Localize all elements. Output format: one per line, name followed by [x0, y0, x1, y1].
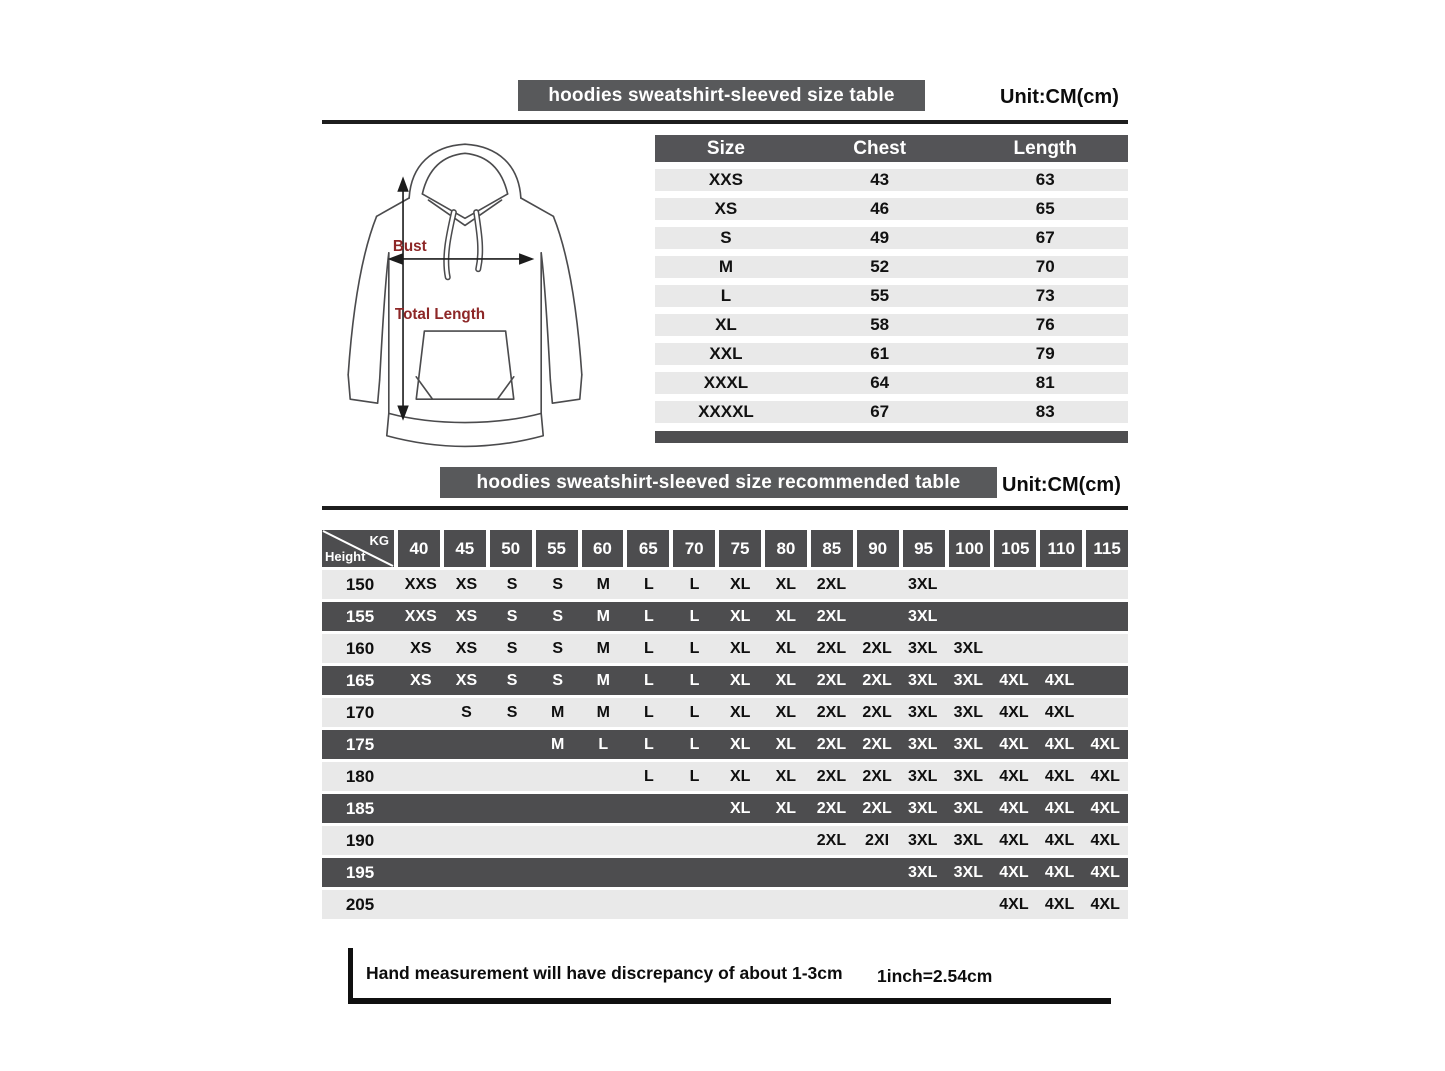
recommended-size-cell: S [552, 671, 564, 689]
recommended-size-cell: XS [455, 575, 478, 593]
recommended-size-cell: L [689, 767, 700, 785]
size-table-cell: L [720, 286, 732, 305]
matrix-body [322, 570, 1128, 919]
recommended-size-cell: 4XL [1044, 799, 1075, 817]
recommended-size-cell: S [506, 671, 518, 689]
recommended-size-cell: S [552, 575, 564, 593]
size-table-title-bar [518, 80, 925, 111]
size-table-cell: 63 [1035, 170, 1055, 189]
weight-column-header: 40 [398, 530, 440, 567]
height-label: 170 [345, 702, 375, 722]
recommended-size-cell: 3XL [953, 671, 983, 689]
recommended-size-cell: XL [775, 735, 797, 753]
height-label: 180 [345, 766, 375, 786]
recommended-size-cell: 2XL [816, 831, 847, 849]
recommended-size-cell: 4XL [1044, 831, 1075, 849]
recommended-size-cell: 2XL [816, 575, 847, 593]
footer-underline-bar [348, 998, 1111, 1004]
size-table [655, 135, 1128, 443]
recommended-size-cell: XL [775, 671, 797, 689]
bust-label: Bust [392, 237, 427, 255]
weight-column-header: 95 [903, 530, 945, 567]
divider-line-middle [322, 506, 1128, 510]
recommended-size-cell: 2XL [862, 703, 892, 721]
weight-column-header: 80 [765, 530, 807, 567]
recommended-size-cell: 2XL [816, 767, 847, 785]
recommended-size-cell: 2XL [816, 735, 847, 753]
recommended-size-cell: 4XL [1044, 767, 1075, 785]
height-label: 185 [345, 798, 375, 818]
corner-kg-label: KG [369, 533, 389, 548]
recommended-size-cell: 4XL [999, 863, 1029, 881]
recommended-size-cell: XL [775, 575, 797, 593]
recommended-size-cell: 2XL [816, 799, 847, 817]
recommended-size-cell: 4XL [999, 767, 1029, 785]
recommended-size-cell: L [689, 735, 700, 753]
height-label: 205 [345, 894, 375, 914]
size-table-row [655, 372, 1128, 394]
recommended-size-cell: 4XL [999, 735, 1029, 753]
size-table-cell: 64 [870, 373, 890, 392]
recommended-size-cell: 4XL [999, 703, 1029, 721]
recommended-size-cell: XL [729, 703, 751, 721]
column-header-chest: Chest [853, 137, 907, 159]
recommended-size-cell: L [689, 575, 700, 593]
recommended-size-cell: L [689, 671, 700, 689]
size-table-cell: XXXXL [698, 402, 754, 421]
size-table-cell: 67 [870, 402, 890, 421]
recommended-size-cell: S [552, 639, 564, 657]
total-length-label: Total Length [394, 305, 486, 323]
weight-column-header: 90 [857, 530, 899, 567]
size-table-cell: 76 [1035, 315, 1055, 334]
recommended-size-cell: 4XL [1090, 895, 1120, 913]
recommended-size-cell: S [552, 607, 564, 625]
recommended-size-cell: S [506, 575, 518, 593]
recommended-size-cell: M [551, 703, 565, 721]
recommended-size-cell: 2XL [816, 607, 847, 625]
matrix-row [322, 602, 1128, 631]
matrix-row [322, 858, 1128, 887]
recommended-size-cell: M [551, 735, 565, 753]
recommended-size-cell: 4XL [1044, 703, 1075, 721]
inch-conversion-note: 1inch=2.54cm [877, 966, 993, 986]
matrix-row [322, 698, 1128, 727]
recommended-size-cell: 4XL [1090, 799, 1120, 817]
weight-column-header: 50 [490, 530, 532, 567]
size-table-cell: XS [714, 199, 738, 218]
measurement-discrepancy-note: Hand measurement will have discrepancy of about 1-3cm [366, 963, 843, 983]
size-table-row [655, 343, 1128, 365]
footer-accent-vertical-bar [348, 948, 353, 1004]
corner-height-label: Height [325, 549, 366, 564]
recommended-size-cell: L [644, 607, 654, 625]
height-label: 155 [345, 606, 375, 626]
size-table-cell: 65 [1035, 199, 1055, 218]
size-table-row [655, 285, 1128, 307]
recommended-size-cell: 3XL [908, 639, 938, 657]
matrix-header-row [322, 530, 1128, 567]
recommended-size-cell: XS [410, 639, 432, 657]
recommended-size-cell: XL [729, 671, 751, 689]
recommended-size-cell: 3XL [908, 703, 938, 721]
recommended-size-cell: M [596, 671, 610, 689]
recommended-size-cell: 4XL [999, 831, 1029, 849]
recommended-size-cell: 2XL [816, 671, 847, 689]
recommended-size-cell: L [689, 607, 700, 625]
size-table-unit-label: Unit:CM(cm) [1000, 86, 1119, 108]
height-label: 195 [345, 862, 375, 882]
recommended-size-cell: 2XI [865, 831, 890, 849]
recommended-table-title-bar [440, 467, 997, 498]
recommended-size-cell: XS [455, 671, 478, 689]
size-table-cell: 83 [1035, 402, 1055, 421]
size-table-row [655, 256, 1128, 278]
height-label: 160 [345, 638, 375, 658]
hood-inner-line [422, 153, 507, 194]
weight-column-header: 85 [811, 530, 853, 567]
column-header-length: Length [1013, 137, 1077, 159]
size-table-cell: M [718, 257, 734, 276]
size-table-cell: XXS [708, 170, 743, 189]
recommended-size-cell: L [644, 671, 654, 689]
recommended-size-cell: 3XL [953, 703, 983, 721]
recommended-size-cell: 2XL [862, 671, 892, 689]
recommended-size-cell: 2XL [862, 767, 892, 785]
recommended-size-cell: M [596, 703, 610, 721]
recommended-size-cell: 3XL [953, 735, 983, 753]
divider-line-top [322, 120, 1128, 124]
recommended-size-cell: XL [775, 703, 797, 721]
size-table-cell: XL [715, 315, 737, 334]
recommended-size-cell: L [689, 703, 700, 721]
weight-column-header: 110 [1040, 530, 1082, 567]
size-table-cell: XXL [709, 344, 743, 363]
recommended-size-cell: 4XL [1090, 831, 1120, 849]
recommended-size-cell: XL [775, 799, 797, 817]
recommended-size-cell: XL [729, 607, 751, 625]
matrix-row [322, 666, 1128, 695]
recommended-size-cell: 4XL [1044, 895, 1075, 913]
recommended-size-cell: XL [775, 639, 797, 657]
recommended-size-cell: 4XL [1044, 671, 1075, 689]
recommended-size-cell: 4XL [999, 895, 1029, 913]
recommended-size-cell: L [598, 735, 609, 753]
recommended-size-cell: XXS [404, 607, 437, 625]
size-table-body [655, 169, 1128, 423]
recommended-size-cell: XS [455, 607, 478, 625]
recommended-size-cell: L [644, 767, 654, 785]
size-table-cell: 58 [870, 315, 890, 334]
size-table-title: hoodies sweatshirt-sleeved size table [548, 84, 895, 106]
recommended-size-cell: 4XL [999, 671, 1029, 689]
weight-column-header: 100 [949, 530, 991, 567]
hood-outline [409, 144, 521, 198]
recommended-size-cell: XL [775, 607, 797, 625]
weight-column-header: 55 [536, 530, 578, 567]
size-table-header [655, 135, 1128, 162]
matrix-row [322, 826, 1128, 855]
size-table-row [655, 314, 1128, 336]
height-label: 165 [345, 670, 375, 690]
matrix-row [322, 794, 1128, 823]
size-table-row [655, 401, 1128, 423]
recommended-size-cell: 4XL [1044, 863, 1075, 881]
recommended-size-cell: 3XL [953, 863, 983, 881]
recommended-size-cell: 2XL [816, 639, 847, 657]
size-table-cell: 81 [1035, 373, 1055, 392]
recommended-size-cell: 3XL [908, 767, 938, 785]
size-table-row [655, 227, 1128, 249]
matrix-row [322, 762, 1128, 791]
height-label: 175 [345, 734, 375, 754]
weight-column-header: 105 [994, 530, 1036, 567]
recommended-size-cell: 2XL [816, 703, 847, 721]
recommended-size-cell: L [644, 735, 654, 753]
recommended-size-cell: S [506, 607, 518, 625]
recommended-size-cell: M [596, 607, 610, 625]
size-table-cell: 67 [1035, 228, 1055, 247]
recommended-size-cell: M [596, 639, 610, 657]
matrix-row [322, 730, 1128, 759]
column-header-size: Size [706, 137, 745, 159]
recommended-size-cell: XL [729, 575, 751, 593]
matrix-row [322, 634, 1128, 663]
size-table-cell: S [720, 228, 732, 247]
recommended-size-cell: XXS [404, 575, 437, 593]
recommended-size-cell: 3XL [908, 831, 938, 849]
matrix-row [322, 890, 1128, 919]
recommended-size-cell: 3XL [908, 575, 938, 593]
size-table-cell: 73 [1035, 286, 1055, 305]
recommended-size-cell: XL [729, 639, 751, 657]
recommended-size-cell: 4XL [1090, 863, 1120, 881]
size-table-cell: 43 [870, 170, 890, 189]
size-table-row [655, 198, 1128, 220]
matrix-row [322, 570, 1128, 599]
size-table-bottom-bar [655, 431, 1128, 443]
recommended-size-matrix [322, 530, 1128, 919]
recommended-size-cell: XS [410, 671, 432, 689]
recommended-size-cell: 3XL [908, 671, 938, 689]
recommended-size-cell: L [644, 703, 654, 721]
recommended-size-cell: XL [729, 799, 751, 817]
weight-column-header: 75 [719, 530, 761, 567]
recommended-size-cell: 4XL [1044, 735, 1075, 753]
weight-column-header: 60 [582, 530, 624, 567]
recommended-size-cell: XL [775, 767, 797, 785]
recommended-size-cell: S [461, 703, 472, 721]
weight-column-header: 70 [673, 530, 715, 567]
recommended-size-cell: 2XL [862, 639, 892, 657]
weight-column-header: 45 [444, 530, 486, 567]
height-label: 190 [345, 830, 375, 850]
recommended-size-cell: 2XL [862, 735, 892, 753]
recommended-size-cell: 3XL [953, 799, 983, 817]
recommended-size-cell: 3XL [908, 607, 938, 625]
size-table-row [655, 169, 1128, 191]
recommended-size-cell: L [644, 639, 654, 657]
drawstrings [446, 212, 480, 277]
recommended-size-cell: 3XL [953, 831, 983, 849]
size-table-cell: 79 [1035, 344, 1055, 363]
recommended-size-cell: S [506, 703, 518, 721]
recommended-size-cell: M [596, 575, 610, 593]
recommended-size-cell: L [644, 575, 654, 593]
recommended-size-cell: L [689, 639, 700, 657]
recommended-size-cell: 4XL [999, 799, 1029, 817]
size-table-cell: XXXL [703, 373, 749, 392]
size-table-cell: 49 [870, 228, 890, 247]
size-table-cell: 55 [870, 286, 890, 305]
pocket-outline [416, 331, 514, 399]
recommended-size-cell: 4XL [1090, 767, 1120, 785]
size-table-cell: 70 [1035, 257, 1055, 276]
recommended-table-title: hoodies sweatshirt-sleeved size recommended table [476, 471, 961, 493]
size-table-cell: 52 [870, 257, 890, 276]
recommended-size-cell: 3XL [908, 735, 938, 753]
recommended-size-cell: 4XL [1090, 735, 1120, 753]
weight-column-header: 115 [1086, 530, 1128, 567]
measurement-arrows [390, 179, 532, 419]
recommended-size-cell: XS [455, 639, 478, 657]
recommended-size-cell: S [506, 639, 518, 657]
recommended-table-unit-label: Unit:CM(cm) [1002, 474, 1121, 496]
recommended-size-cell: 2XL [862, 799, 892, 817]
recommended-size-cell: 3XL [908, 863, 938, 881]
height-label: 150 [345, 574, 375, 594]
size-table-cell: 61 [870, 344, 890, 363]
size-table-cell: 46 [870, 199, 890, 218]
recommended-size-cell: 3XL [953, 767, 983, 785]
recommended-size-cell: 3XL [908, 799, 938, 817]
recommended-size-cell: XL [729, 735, 751, 753]
weight-column-header: 65 [627, 530, 669, 567]
recommended-size-cell: XL [729, 767, 751, 785]
hoodie-measurement-diagram [325, 133, 605, 453]
recommended-size-cell: 3XL [953, 639, 983, 657]
kg-height-corner-cell [322, 530, 394, 567]
